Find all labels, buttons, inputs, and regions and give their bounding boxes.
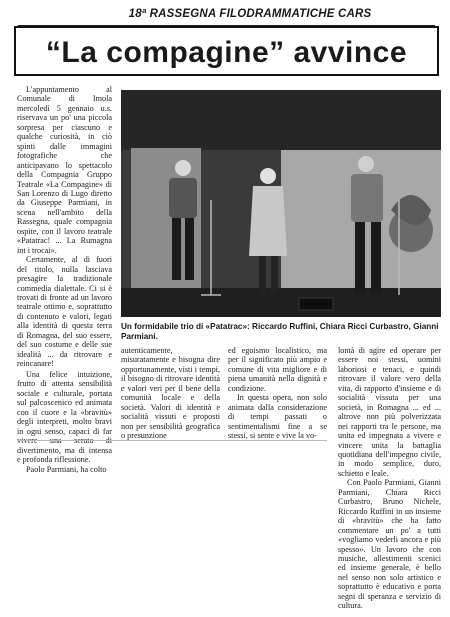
stage-photo-illustration <box>121 90 441 317</box>
headline: “La compagine” avvince <box>45 36 408 69</box>
paragraph: lontà di agire ed operare per essere noi stessi, uomini laboriosi e tenaci, e quindi ritrovare il valore vero della vita, di rapporto d'insieme e di socialità vissuta per una società, in Romagna ... ed ... altrove non più polverizzata nei rapporti tra le persone, ma unita ed impegnata a vivere e vincere unita la battaglia quotidiana dell'impegno civile, in modo semplice, duro, schietto e leale. <box>338 346 441 478</box>
paragraph: In questa opera, non solo animata dalla considerazione di tempi passati o sentimentalismi fine a se stessi, si sente e vive la vo- <box>228 393 327 441</box>
article-column-3 <box>228 346 327 441</box>
paragraph: autenticamente, misuratamente e bisogna dire opportunamente, visti i tempi, il bisogno di ritrovare identità e valori veri per il bene della comunità locale e della società. Valori di identità e socialità vissuti e proposti non per sensibilità geografica o presunzione <box>121 346 220 441</box>
article-column-1 <box>17 85 112 369</box>
paragraph: Una felice intuizione, frutto di attenta sensibilità sociale e culturale, portata sul palcoscenico ed animata con il cuore e la «bravitù» degli interpreti, molto bravi in ogni senso, capaci di far divertimento, ma di intensa e profonda riflessione. <box>17 370 112 465</box>
paragraph: Paolo Parmiani, ha colto <box>26 464 107 474</box>
paragraph: ed egoismo localistico, ma per il significato più ampio e comune di vita migliore e di piena umanità nella dignità e condizione. <box>228 346 327 393</box>
photo-caption: Un formidabile trio di «Patatrac»: Riccardo Ruffini, Chiara Ricci Curbastro, Gianni Parmiani. <box>121 322 439 341</box>
article-column-1-continued <box>17 370 112 474</box>
bottom-rule <box>17 440 327 441</box>
paragraph: Con Paolo Parmiani, Gianni Parmiani, Chiara Ricci Curbastro, Bruno Nichele, Riccardo Ruffini in un insieme di «bravitù» che ha fatto commentare un po' a tutti «vogliamo vederli ancora e più spesso». Un lavoro che con musiche, allestimenti scenici ed insieme generale, è bello nel senso non solo artistico e soprattutto è educativo e porta segni di speranza e servizio di cultura. <box>338 478 441 611</box>
article-column-2 <box>121 346 220 441</box>
article-column-4 <box>338 346 441 611</box>
headline-frame <box>14 26 439 76</box>
section-kicker: 18ª RASSEGNA FILODRAMMATICHE CARS <box>128 8 372 20</box>
paragraph: Certamente, al di fuori del titolo, nulla lasciava presagire la tradizionale commedia dialettale. Ci si è trovati di fronte ad un lavoro teatrale ottimo e, soprattutto di contenuto e valori, legati alla identità di questa terra di Romagna, del suo essere, del suo costume e delle sue idealità ... da ritrovare e reincanare! <box>17 255 112 369</box>
stage-photo <box>121 90 441 317</box>
paragraph: L'appuntamento al Comunale di Imola mercoledì 5 gennaio u.s. riservava un po' una piccola sorpresa per ciascuno e qualche curiosità, in ciò spinti dalle immagini fotografiche che anticipavano lo spettacolo della Compagnia Gruppo Teatrale «La Compagine» di San Lorenzo di Lugo diretto da Giuseppe Parmiani, in scena nell'ambito della Rassegna, quale compagnia ospite, con il lavoro teatrale «Patatrac! ... La Rumagna int i trocai». <box>17 85 112 255</box>
